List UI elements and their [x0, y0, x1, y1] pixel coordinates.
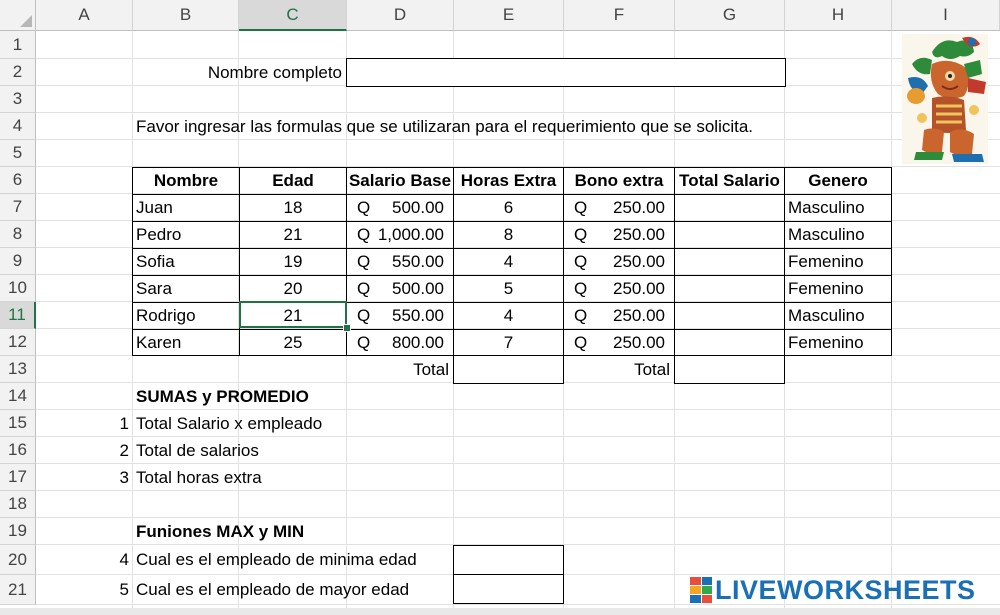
cell-edad[interactable]: 21	[283, 306, 303, 325]
name-label: Nombre completo	[207, 62, 342, 82]
row-header-11[interactable]: 11	[0, 302, 36, 329]
header-horas-extra: Horas Extra	[460, 171, 557, 190]
cell-genero[interactable]: Femenino	[788, 332, 864, 352]
liveworksheets-logo	[690, 575, 976, 605]
name-input-box[interactable]	[346, 58, 786, 87]
cell-bono[interactable]	[564, 249, 674, 275]
column-header-g[interactable]: G	[675, 0, 785, 31]
item-label: Total de salarios	[136, 440, 259, 460]
row-header-10[interactable]: 10	[0, 275, 36, 302]
cell-genero[interactable]: Femenino	[788, 279, 864, 298]
cell-edad[interactable]: 19	[283, 252, 303, 271]
item-number: 2	[119, 440, 129, 460]
item-label: Total Salario x empleado	[136, 413, 323, 433]
currency-symbol: Q	[574, 279, 588, 298]
cell-total-salario[interactable]	[675, 330, 784, 355]
select-all-corner[interactable]	[0, 0, 36, 31]
header-salario-base: Salario Base	[348, 171, 452, 190]
currency-symbol: Q	[574, 332, 588, 352]
max-age-answer-input[interactable]	[453, 574, 564, 604]
cell-bono[interactable]	[564, 222, 674, 248]
row-header-19[interactable]: 19	[0, 518, 36, 545]
active-cell-selection[interactable]	[239, 301, 347, 328]
cell-horas[interactable]: 4	[503, 306, 514, 325]
row-header-9[interactable]: 9	[0, 248, 36, 275]
salario-value: 550.00	[392, 306, 444, 325]
row-header-12[interactable]: 12	[0, 329, 36, 356]
cell-total-salario[interactable]	[675, 249, 784, 275]
salario-value: 500.00	[392, 279, 444, 298]
cell-salario[interactable]	[347, 249, 453, 275]
cell-salario[interactable]	[347, 330, 453, 355]
item-number: 1	[119, 413, 129, 433]
item-label: Cual es el empleado de minima edad	[136, 550, 417, 569]
bono-value: 250.00	[613, 198, 665, 217]
cell-bono[interactable]	[564, 303, 674, 329]
header-edad: Edad	[272, 171, 314, 190]
bono-value: 250.00	[613, 252, 665, 271]
liveworksheets-wordmark: LIVEWORKSHEETS	[715, 574, 976, 605]
cell-total-salario[interactable]	[675, 222, 784, 248]
currency-symbol: Q	[574, 198, 588, 217]
cell-horas[interactable]: 4	[503, 252, 514, 271]
currency-symbol: Q	[357, 306, 371, 325]
row-header-2[interactable]: 2	[0, 59, 36, 86]
cell-nombre[interactable]: Sara	[136, 279, 172, 298]
cell-total-salario[interactable]	[675, 303, 784, 329]
cell-total-salario[interactable]	[675, 195, 784, 221]
cell-bono[interactable]	[564, 195, 674, 221]
cell-horas[interactable]: 8	[503, 225, 514, 244]
column-header-a[interactable]: A	[36, 0, 133, 31]
cell-salario[interactable]	[347, 303, 453, 329]
row-header-15[interactable]: 15	[0, 410, 36, 437]
total-salario-input[interactable]	[674, 355, 785, 384]
cell-bono[interactable]	[564, 276, 674, 302]
table-border	[891, 167, 892, 356]
bono-value: 250.00	[613, 332, 665, 352]
currency-symbol: Q	[357, 225, 371, 244]
cell-edad[interactable]: 21	[283, 225, 303, 244]
item-number: 4	[119, 550, 129, 569]
section-sumas-title: SUMAS y PROMEDIO	[136, 386, 309, 406]
salario-value: 800.00	[392, 332, 444, 352]
cell-genero[interactable]: Masculino	[788, 198, 865, 217]
row-header-1[interactable]: 1	[0, 31, 36, 59]
header-nombre: Nombre	[153, 171, 219, 190]
row-header-17[interactable]: 17	[0, 464, 36, 491]
row-header-16[interactable]: 16	[0, 437, 36, 464]
row-header-8[interactable]: 8	[0, 221, 36, 248]
cell-horas[interactable]: 7	[503, 332, 514, 352]
column-header-d[interactable]: D	[347, 0, 454, 31]
item-number: 5	[119, 580, 129, 599]
row-header-13[interactable]: 13	[0, 356, 36, 383]
salario-value: 1,000.00	[377, 225, 444, 244]
cell-genero[interactable]: Femenino	[788, 252, 864, 271]
currency-symbol: Q	[357, 198, 371, 217]
bono-value: 250.00	[613, 306, 665, 325]
cell-edad[interactable]: 25	[283, 332, 303, 352]
column-header-e[interactable]: E	[454, 0, 564, 31]
total-horas-input[interactable]	[453, 355, 564, 384]
mayan-figure-image	[902, 34, 988, 164]
header-bono-extra: Bono extra	[574, 171, 664, 190]
sheet-tabs-bar	[0, 608, 1000, 615]
row-header-6[interactable]: 6	[0, 167, 36, 194]
header-genero: Genero	[808, 171, 868, 190]
row-header-14[interactable]: 14	[0, 383, 36, 410]
cell-genero[interactable]: Masculino	[788, 225, 865, 244]
liveworksheets-icon	[690, 577, 712, 603]
item-label: Cual es el empleado de mayor edad	[136, 580, 410, 599]
currency-symbol: Q	[357, 332, 371, 352]
cell-total-salario[interactable]	[675, 276, 784, 302]
row-header-21[interactable]: 21	[0, 575, 36, 605]
total-label-salario: Total	[634, 359, 670, 379]
cell-bono[interactable]	[564, 330, 674, 355]
column-header-f[interactable]: F	[564, 0, 675, 31]
item-label: Total horas extra	[136, 467, 262, 487]
header-total-salario: Total Salario	[679, 171, 780, 190]
cell-horas[interactable]: 6	[503, 198, 514, 217]
total-label-horas: Total	[413, 359, 449, 379]
cell-horas[interactable]: 5	[503, 279, 514, 298]
cell-nombre[interactable]: Juan	[136, 198, 173, 217]
salario-value: 500.00	[392, 198, 444, 217]
cell-nombre[interactable]: Rodrigo	[136, 306, 196, 325]
column-header-c[interactable]: C	[239, 0, 347, 31]
cell-salario[interactable]	[347, 195, 453, 221]
cell-edad[interactable]: 18	[283, 198, 303, 217]
row-header-5[interactable]: 5	[0, 140, 36, 167]
row-header-3[interactable]: 3	[0, 86, 36, 113]
salario-value: 550.00	[392, 252, 444, 271]
row-header-20[interactable]: 20	[0, 545, 36, 575]
cell-nombre[interactable]: Karen	[136, 332, 182, 352]
cell-salario[interactable]	[347, 276, 453, 302]
column-header-i[interactable]: I	[892, 0, 1000, 31]
currency-symbol: Q	[574, 306, 588, 325]
cell-nombre[interactable]: Sofia	[136, 252, 175, 271]
currency-symbol: Q	[574, 225, 588, 244]
row-header-18[interactable]: 18	[0, 491, 36, 518]
cell-nombre[interactable]: Pedro	[136, 225, 182, 244]
column-header-b[interactable]: B	[133, 0, 239, 31]
instruction-text: Favor ingresar las formulas que se utilizaran para el requerimiento que se solicita.	[136, 116, 754, 136]
min-age-answer-input[interactable]	[453, 545, 564, 575]
item-number: 3	[119, 467, 129, 487]
bono-value: 250.00	[613, 225, 665, 244]
currency-symbol: Q	[357, 252, 371, 271]
cell-genero[interactable]: Masculino	[788, 306, 865, 325]
fill-handle[interactable]	[343, 324, 351, 332]
row-header-7[interactable]: 7	[0, 194, 36, 221]
bono-value: 250.00	[613, 279, 665, 298]
currency-symbol: Q	[574, 252, 588, 271]
cell-edad[interactable]: 20	[283, 279, 303, 298]
section-max-min-title: Funiones MAX y MIN	[136, 521, 305, 541]
column-header-h[interactable]: H	[785, 0, 892, 31]
row-header-4[interactable]: 4	[0, 113, 36, 140]
currency-symbol: Q	[357, 279, 371, 298]
cell-salario[interactable]	[347, 222, 453, 248]
